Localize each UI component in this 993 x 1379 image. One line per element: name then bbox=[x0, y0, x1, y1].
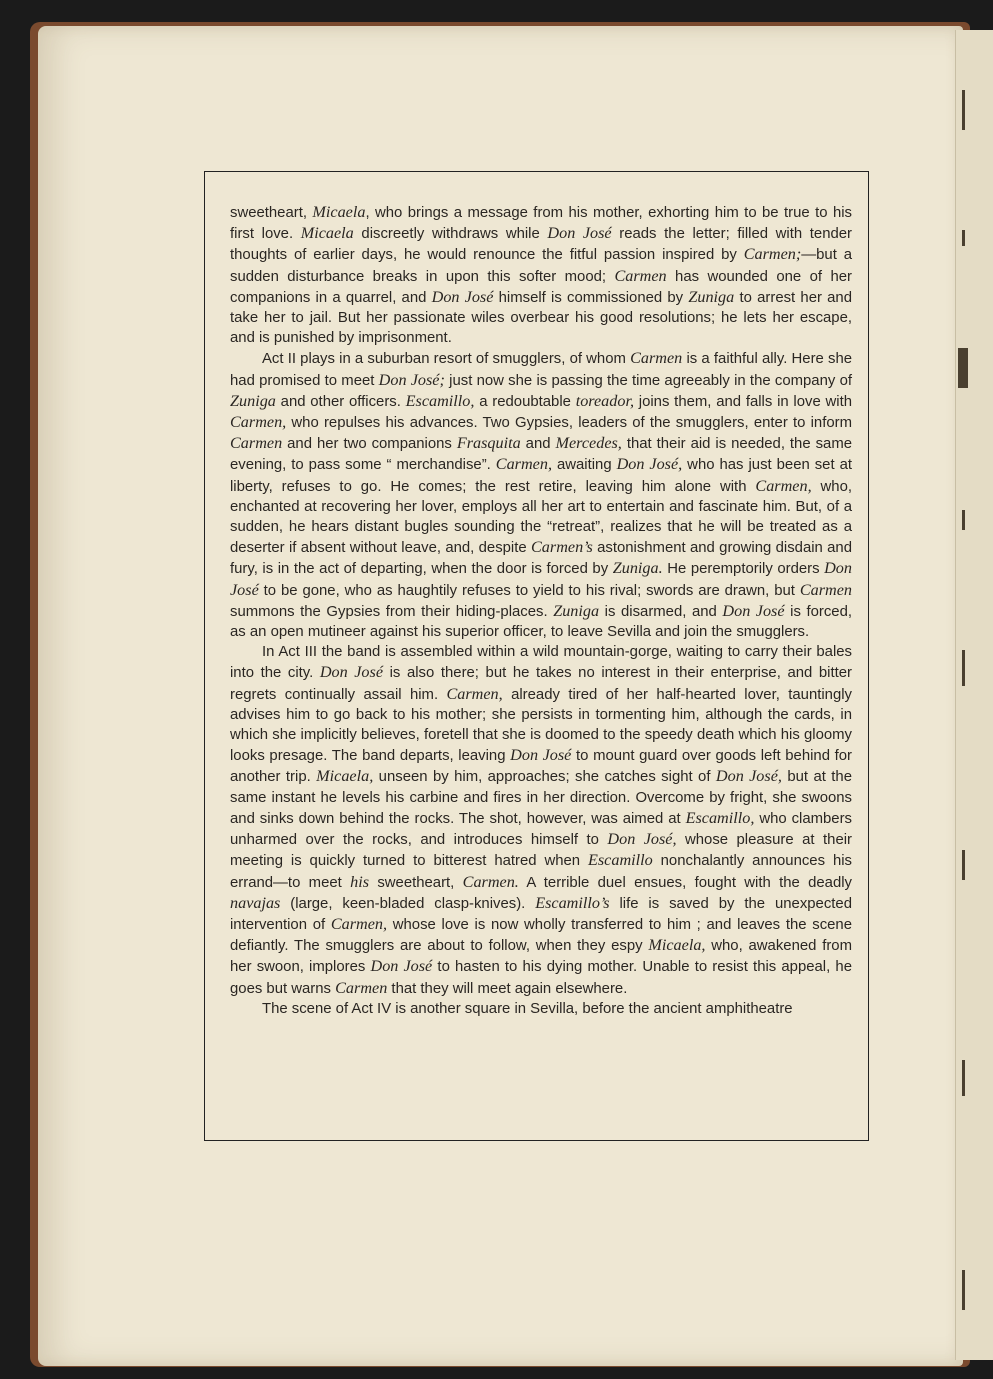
adjacent-page-edge bbox=[955, 30, 993, 1360]
text-run: and other officers. bbox=[275, 393, 406, 410]
italic-name: Don José bbox=[230, 559, 852, 599]
italic-name: Carmen; bbox=[743, 245, 802, 264]
italic-name: Escamillo, bbox=[405, 391, 475, 410]
text-run: is disarmed, and bbox=[599, 603, 723, 620]
italic-name: Escamillo, bbox=[685, 808, 755, 827]
text-run: who has just been set at liberty, refuses to go. He comes; the rest retire, leaving him alone with bbox=[230, 457, 852, 495]
page-edge-mark bbox=[962, 230, 965, 246]
italic-name: Micaela bbox=[300, 224, 354, 243]
italic-name: Carmen. bbox=[462, 872, 519, 891]
text-run: In Act III the band is assembled within a wild mountain-gorge, waiting to carry their bales into the city. bbox=[230, 644, 852, 682]
italic-name: Don José, bbox=[607, 830, 677, 849]
italic-name: toreador, bbox=[575, 391, 635, 410]
text-run: and bbox=[520, 436, 556, 453]
page-edge-mark bbox=[962, 850, 965, 880]
italic-name: Mercedes, bbox=[555, 434, 622, 453]
italic-name: Micaela, bbox=[316, 767, 374, 786]
text-run: but at the same instant he levels his carbine and fires in her direction. Overcome by fright, she swoons and sinks down behind the rocks. The shot, however, was aimed at bbox=[230, 769, 852, 827]
italic-name: Carmen bbox=[799, 580, 852, 599]
text-run: who, enchanted at recovering her lover, employs all her art to entertain and fascinate him. But, of a sudden, he hears distant bugles sounding the “retreat”, realizes that he will be treated as a deserter if absent without leave, and, despite bbox=[230, 478, 853, 557]
text-run: reads the letter; filled with tender thoughts of earlier days, he would renounce the fitful passion inspired by bbox=[230, 226, 853, 264]
text-run: already tired of her half-hearted lover, tauntingly advises him to go back to his mother; she persists in tormenting him, although the cards, in which she implicitly believes, foretell that she is doomed to the speedy death which his gloomy looks presage. The band departs, leaving bbox=[230, 686, 853, 765]
italic-name: Don José bbox=[370, 957, 433, 976]
text-run: to be gone, who as haughtily refuses to yield to his rival; swords are drawn, but bbox=[258, 582, 800, 599]
italic-name: Carmen bbox=[614, 266, 667, 285]
text-run: is forced, as an open mutineer against his superior officer, to leave Sevilla and join the smugglers. bbox=[230, 603, 852, 641]
italic-name: Don José, bbox=[616, 455, 683, 474]
page-edge-mark bbox=[962, 90, 965, 130]
italic-name: Micaela, bbox=[648, 936, 706, 955]
italic-name: Don José bbox=[319, 663, 384, 682]
text-run: to arrest her and take her to jail. But her passionate wiles overbear his good resolutions; he lets her escape, and is punished by imprisonment. bbox=[230, 289, 852, 347]
page-edge-mark bbox=[962, 1060, 965, 1096]
italic-name: Don José bbox=[431, 287, 494, 306]
text-run: a redoubtable bbox=[474, 393, 576, 410]
text-run: that they will meet again elsewhere. bbox=[387, 980, 628, 997]
page-edge-mark bbox=[958, 348, 968, 388]
text-run: joins them, and falls in love with bbox=[634, 393, 852, 410]
text-run: astonishment and growing disdain and fury, is in the act of departing, when the door is forced by bbox=[230, 540, 852, 578]
text-run: unseen by him, approaches; she catches sight of bbox=[373, 769, 716, 786]
text-run: to hasten to his dying mother. Unable to resist this appeal, he goes but warns bbox=[230, 959, 852, 997]
text-run: life is saved by the unexpected intervention of bbox=[230, 895, 852, 933]
italic-name: Carmen, bbox=[330, 914, 388, 933]
text-run: that their aid is needed, the same evening, to pass some “ merchandise”. bbox=[230, 436, 852, 474]
paragraph bbox=[230, 348, 852, 642]
page-edge-mark bbox=[962, 1270, 965, 1310]
italic-name: Zuniga bbox=[553, 601, 600, 620]
text-run: has wounded one of her companions in a quarrel, and bbox=[230, 268, 852, 306]
italic-name: Frasquita bbox=[456, 434, 521, 453]
italic-name: Carmen, bbox=[755, 476, 812, 495]
text-run: A terrible duel ensues, fought with the deadly bbox=[518, 874, 852, 891]
italic-name: Don José bbox=[547, 224, 612, 243]
italic-name: Carmen’s bbox=[531, 538, 593, 557]
text-run: summons the Gypsies from their hiding-places. bbox=[230, 603, 554, 620]
italic-name: Carmen, bbox=[495, 455, 552, 474]
paragraph bbox=[230, 202, 852, 348]
italic-name: Don José; bbox=[378, 370, 445, 389]
page-edge-mark bbox=[962, 510, 965, 530]
text-run: just now she is passing the time agreeably in the company of bbox=[444, 372, 852, 389]
italic-name: Don José bbox=[722, 601, 785, 620]
italic-name: Zuniga. bbox=[612, 559, 663, 578]
paragraph bbox=[230, 642, 852, 998]
text-run: sweetheart, bbox=[230, 205, 313, 221]
text-run: is also there; but he takes no interest in their enterprise, and bitter regrets continually assail him. bbox=[230, 665, 852, 703]
text-run: whose love is now wholly transferred to him ; and leaves the scene defiantly. The smugglers are about to follow, when they espy bbox=[230, 916, 852, 955]
text-run: He peremptorily orders bbox=[662, 561, 825, 578]
italic-name: Zuniga bbox=[688, 287, 735, 306]
italic-name: Escamillo bbox=[587, 851, 653, 870]
italic-name: Zuniga bbox=[230, 391, 276, 410]
text-run: (large, keen-bladed clasp-knives). bbox=[280, 895, 536, 912]
italic-name: Carmen bbox=[230, 434, 283, 453]
text-run: —but a sudden disturbance breaks in upon this softer mood; bbox=[230, 247, 852, 285]
synopsis-text bbox=[230, 202, 852, 1019]
italic-name: Escamillo’s bbox=[535, 893, 610, 912]
text-run: is a faithful ally. Here she had promised to meet bbox=[230, 351, 853, 389]
italic-name: Carmen, bbox=[230, 413, 287, 432]
text-run: who repulses his advances. Two Gypsies, leaders of the smugglers, enter to inform bbox=[286, 415, 852, 432]
text-run: discreetly withdraws while bbox=[353, 226, 548, 243]
text-run: who, awakened from her swoon, implores bbox=[230, 938, 852, 976]
text-run: himself is commissioned by bbox=[493, 289, 689, 306]
text-run: Act II plays in a suburban resort of smugglers, of whom bbox=[262, 351, 631, 368]
text-run: awaiting bbox=[552, 457, 617, 474]
text-run: who clambers unharmed over the rocks, and introduces himself to bbox=[230, 810, 852, 849]
italic-name: Carmen bbox=[630, 349, 683, 368]
text-run: and her two companions bbox=[282, 436, 457, 453]
italic-name: Micaela bbox=[312, 203, 366, 221]
text-run: , who brings a message from his mother, exhorting him to be true to his first love. bbox=[230, 205, 852, 243]
italic-name: navajas bbox=[230, 893, 281, 912]
text-run: nonchalantly announces his errand—to meet bbox=[230, 853, 852, 891]
text-run: whose pleasure at their meeting is quickly turned to bitterest hatred when bbox=[230, 832, 852, 870]
page-edge-mark bbox=[962, 650, 965, 686]
text-run: to mount guard over goods left behind for another trip. bbox=[230, 748, 853, 786]
text-run: The scene of Act IV is another square in Sevilla, before the ancient amphitheatre bbox=[262, 1000, 793, 1017]
italic-name: Carmen bbox=[335, 978, 388, 997]
italic-name: Carmen, bbox=[446, 684, 503, 703]
italic-name: his bbox=[350, 872, 370, 891]
text-run: sweetheart, bbox=[369, 874, 463, 891]
italic-name: Don José bbox=[510, 746, 572, 765]
paragraph bbox=[230, 999, 852, 1019]
italic-name: Don José, bbox=[715, 767, 782, 786]
